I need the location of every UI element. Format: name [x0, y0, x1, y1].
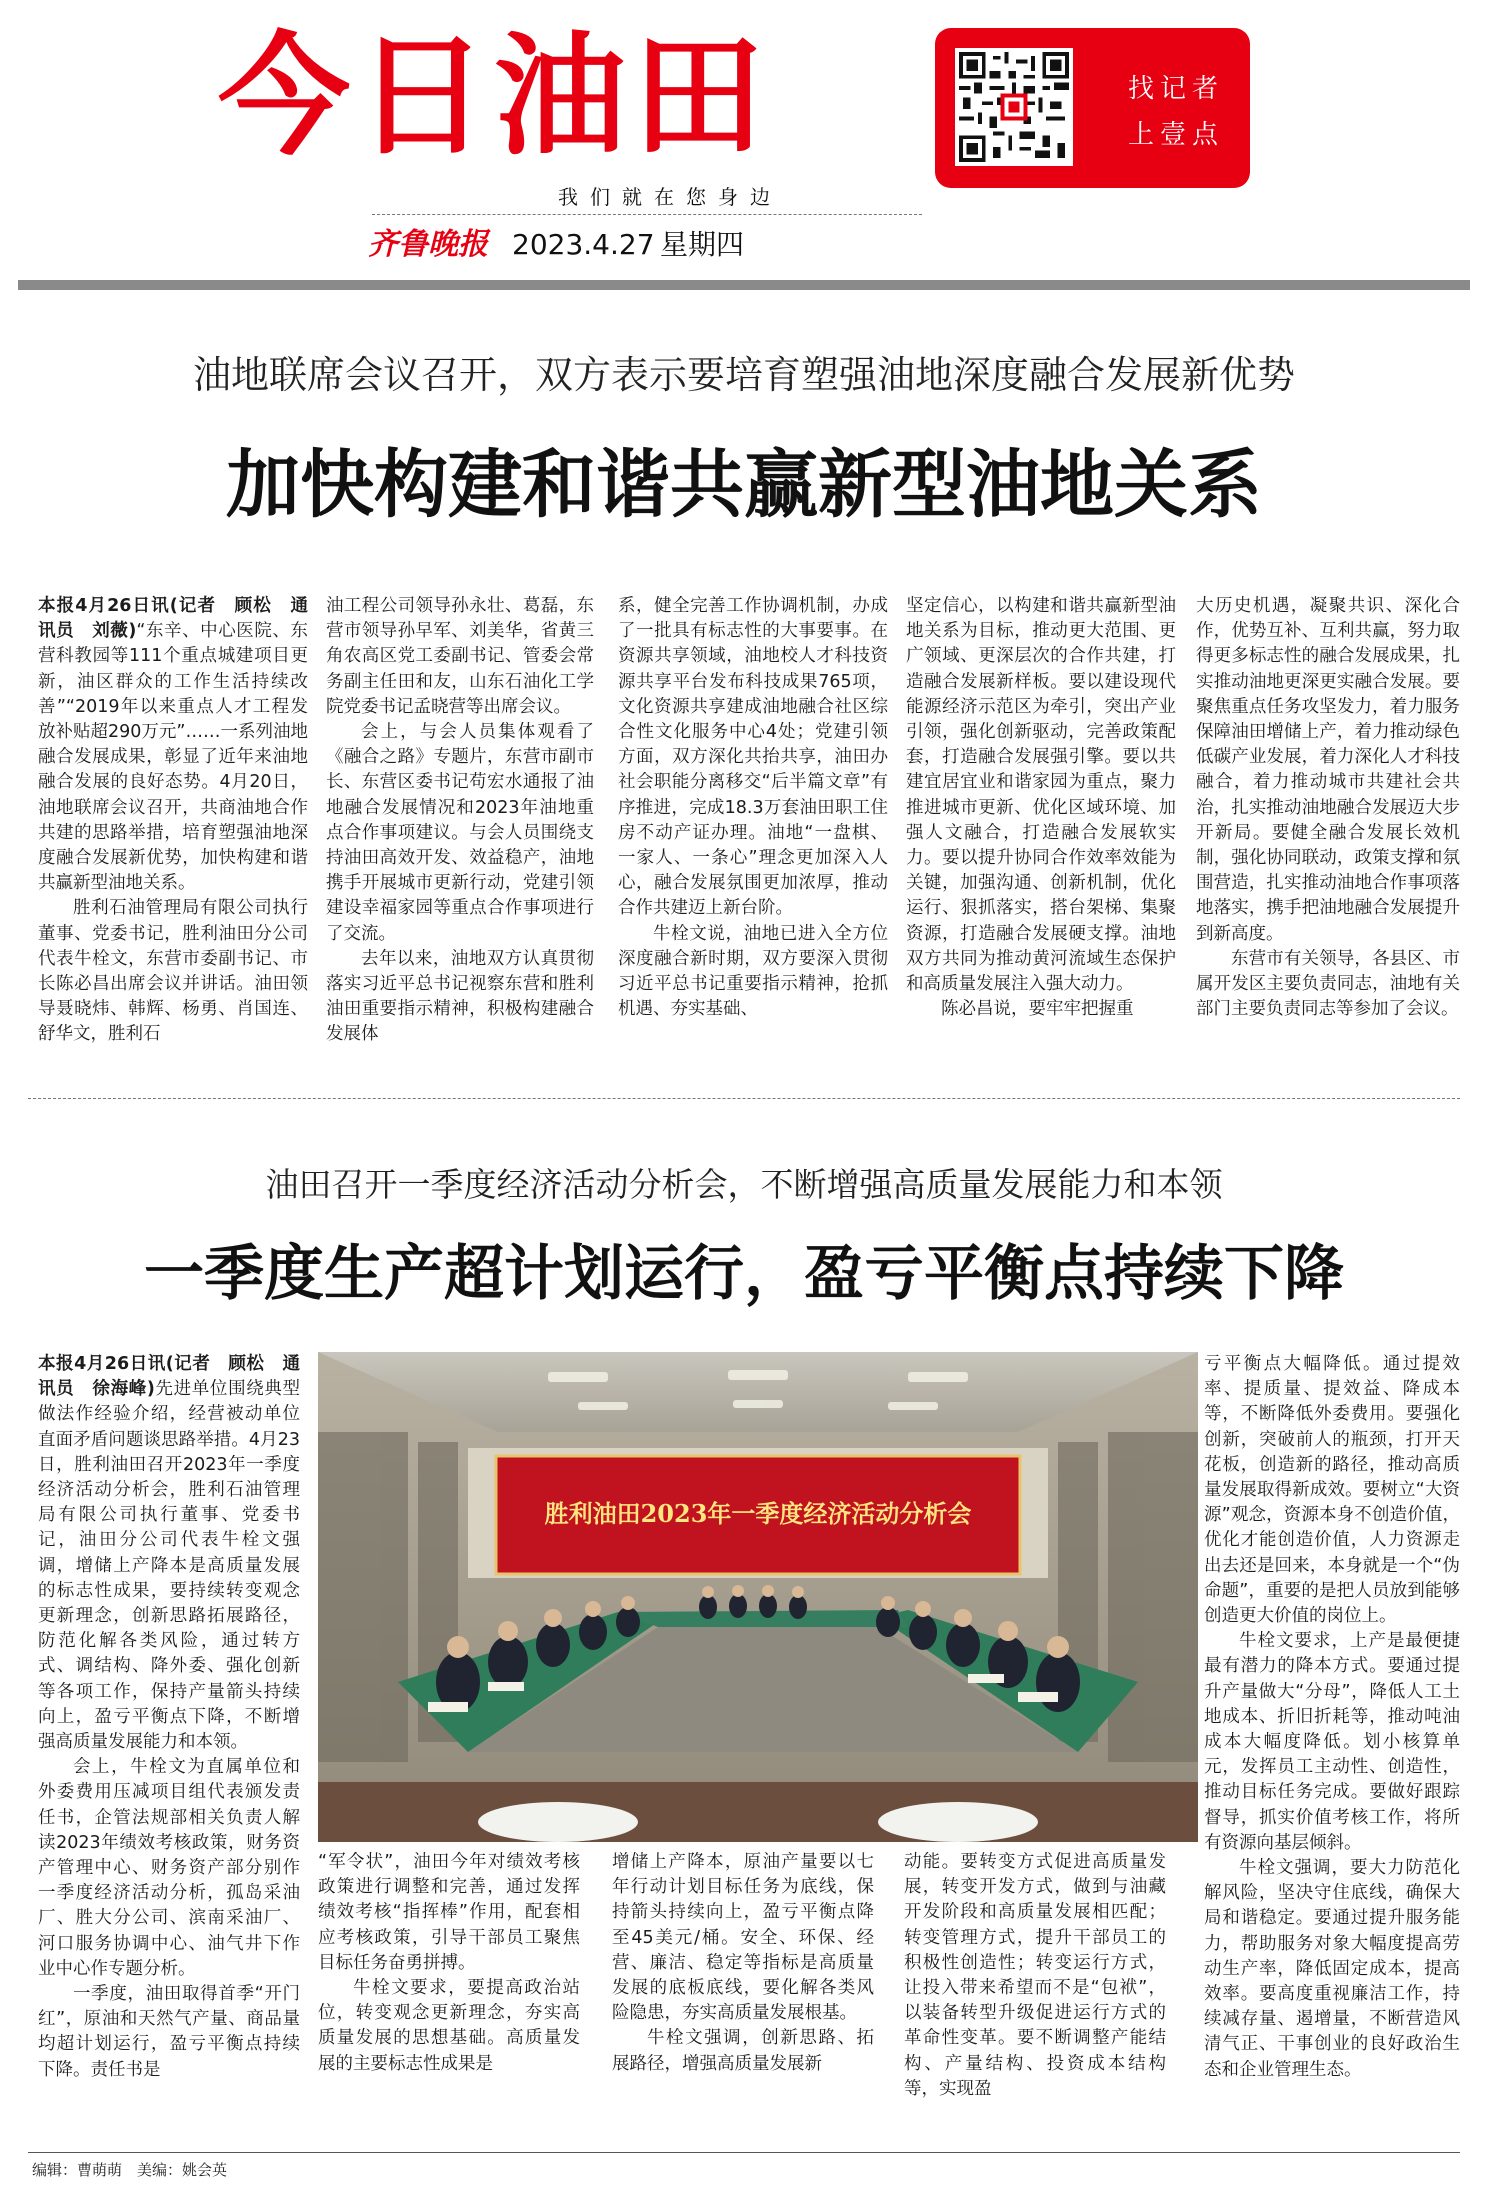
editor-credit: 编辑：曹萌萌 美编：姚会英 [32, 2161, 228, 2179]
article1-col4-para2: 陈必昌说，要牢牢把握重 [941, 999, 1134, 1020]
qr-caption-line1: 找记者 [1128, 74, 1225, 104]
article1-headline: 加快构建和谐共赢新型油地关系 [226, 442, 1262, 528]
masthead-slogan: 我们就在您身边 [558, 185, 782, 209]
article1-col5-para2: 东营市有关领导，各县区、市属开发区主要负责同志，油地有关部门主要负责同志等参加了会议。 [1196, 948, 1460, 1020]
issue-weekday: 星期四 [660, 228, 745, 261]
article2-col5-para2: 牛栓文要求，上产是最便捷最有潜力的降本方式。要通过提升产量做大“分母”，降低人工土地成本、折旧折耗等，推动吨油成本大幅度降低。划小核算单元，发挥员工主动性、创造性，推动目标任务完成。要做好跟踪督导，抓实价值考核工作，将所有资源向基层倾斜。 [1204, 1631, 1460, 1853]
article2-col2-para2: 牛栓文要求，要提高政治站位，转变观念更新理念，夯实高质量发展的思想基础。高质量发展的主要标志性成果是 [318, 1978, 580, 2074]
article1-col4-para1: 坚定信心，以构建和谐共赢新型油地关系为目标，推动更大范围、更广领域、更深层次的合作共建，打造融合发展新样板。要以建设现代能源经济示范区为牵引，突出产业引领，强化创新驱动，完善政策配套，打造融合发展强引擎。要以共建宜居宜业和谐家园为重点，聚力推进城市更新、优化区域环境、加强人文融合，打造融合发展软实力。要以提升协同合作效率效能为关键，加强沟通、创新机制，优化运行、狠抓落实，搭台架梯、集聚资源，打造融合发展硬支撑。油地双方共同为推动黄河流域生态保护和高质量发展注入强大动力。 [906, 596, 1176, 995]
article2-col5-para1: 亏平衡点大幅降低。通过提效率、提质量、提效益、降成本等，不断降低外委费用。要强化创新，突破前人的瓶颈，打开天花板，创造新的路径，推动高质量发展取得新成效。要树立“大资源”观念，资源本身不创造价值，优化才能创造价值，人力资源走出去还是回来，本身就是一个“伪命题”，重要的是把人员放到能够创造更大价值的岗位上。 [1204, 1354, 1460, 1627]
article2-col5-para3: 牛栓文强调，要大力防范化解风险，坚决守住底线，确保大局和谐稳定。要通过提升服务能力，帮助服务对象大幅度提高劳动生产率，降低固定成本，提高效率。要高度重视廉洁工作，持续减存量、遏增量，不断营造风清气正、干事创业的良好政治生态和企业管理生态。 [1204, 1858, 1460, 2080]
article2-dateline: 本报4月26日讯(记者 顾松 通讯员 徐海峰) [38, 1354, 300, 1400]
article1-col2-para1: 油工程公司领导孙永壮、葛磊，东营市领导孙早军、刘美华，省黄三角农高区党工委副书记、管委会常务副主任田和友，山东石油化工学院党委书记孟晓营等出席会议。 [326, 596, 594, 717]
article1-column-5 [1196, 594, 1460, 1064]
masthead-title: 今日油田 [218, 20, 770, 174]
article2-col1-para3: 一季度，油田取得首季“开门红”，原油和天然气产量、商品量均超计划运行，盈亏平衡点持续下降。责任书是 [38, 1984, 300, 2080]
article1-col1-para1: “东辛、中心医院、东营科教园等111个重点城建项目更新，油区群众的工作生活持续改善”“2019年以来重点人才工程发放补贴超290万元”……一系列油地融合发展成果，彰显了近年来油地融合发展的良好态势。4月20日，油地联席会议召开，共商油地合作共建的思路举措，培育塑强油地深度融合发展新优势，加快构建和谐共赢新型油地关系。 [38, 621, 308, 894]
brand-logo: 齐鲁晚报 [368, 227, 488, 262]
article1-col1-para2: 胜利石油管理局有限公司执行董事、党委书记，胜利油田分公司代表牛栓文，东营市委副书记、市长陈必昌出席会议并讲话。油田领导聂晓炜、韩辉、杨勇、肖国连、舒华文，胜利石 [38, 898, 308, 1045]
article1-column-1 [38, 594, 308, 1064]
article2-column-3 [612, 1850, 874, 2142]
article2-col3-para2: 牛栓文强调，创新思路、拓展路径，增强高质量发展新 [612, 2028, 874, 2074]
article1-subheadline: 油地联席会议召开，双方表示要培育塑强油地深度融合发展新优势 [192, 353, 1295, 397]
article2-column-4 [904, 1850, 1166, 2142]
meeting-photo [318, 1352, 1198, 1842]
article2-col2-para1: “军令状”，油田今年对绩效考核政策进行调整和完善，通过发挥绩效考核“指挥棒”作用，配套相应考核政策，引导干部员工聚焦目标任务奋勇拼搏。 [318, 1852, 580, 1973]
article2-col4-para1: 动能。要转变方式促进高质量发展，转变开发方式，做到与油藏开发阶段和高质量发展相匹配；转变管理方式，提升干部员工的积极性创造性；转变运行方式，让投入带来希望而不是“包袱”，以装备转型升级促进运行方式的革命性变革。要不断调整产能结构、产量结构、投资成本结构等，实现盈 [904, 1852, 1166, 2099]
qr-code-icon[interactable] [955, 48, 1073, 166]
article2-column-1 [38, 1352, 300, 2142]
photo-banner-text: 胜利油田2023年一季度经济活动分析会 [544, 1499, 972, 1528]
qr-caption-line2: 上壹点 [1128, 120, 1225, 150]
article1-col2-para3: 去年以来，油地双方认真贯彻落实习近平总书记视察东营和胜利油田重要指示精神，积极构建融合发展体 [326, 948, 594, 1045]
article1-col5-para1: 大历史机遇，凝聚共识、深化合作，优势互补、互利共赢，努力取得更多标志性的融合发展成果，扎实推动油地更深更实融合发展。要聚焦重点任务攻坚发力，着力服务保障油田增储上产，着力推动绿色低碳产业发展，着力深化人才科技融合，着力推动城市共建社会共治，扎实推动油地融合发展迈大步开新局。要健全融合发展长效机制，强化协同联动，政策支撑和氛围营造，扎实推动油地合作事项落地落实，携手把油地融合发展提升到新高度。 [1196, 596, 1460, 944]
article1-column-3 [618, 594, 888, 1064]
article1-col3-para1: 系，健全完善工作协调机制，办成了一批具有标志性的大事要事。在资源共享领域，油地校人才科技资源共享平台发布科技成果765项，文化资源共享建成油地融合社区综合性文化服务中心4处；党建引领方面，双方深化共抬共享，油田办社会职能分离移交“后半篇文章”有序推进，完成18.3万套油田职工住房不动产证办理。油地“一盘棋、一家人、一条心”理念更加深入人心，融合发展氛围更加浓厚，推动合作共建迈上新台阶。 [618, 596, 888, 919]
article1-column-4 [906, 594, 1176, 1064]
article1-col3-para2: 牛栓文说，油地已进入全方位深度融合新时期，双方要深入贯彻习近平总书记重要指示精神，抢抓机遇、夯实基础、 [618, 923, 888, 1020]
masthead-divider [18, 280, 1470, 290]
article2-subheadline: 油田召开一季度经济活动分析会，不断增强高质量发展能力和本领 [265, 1165, 1223, 1204]
slogan-rule [372, 214, 922, 215]
article1-column-2 [326, 594, 594, 1064]
article2-col1-para2: 会上，牛栓文为直属单位和外委费用压减项目组代表颁发责任书，企管法规部相关负责人解读2023年绩效考核政策，财务资产管理中心、财务资产部分别作一季度经济活动分析，孤岛采油厂、胜大分公司、滨南采油厂、河口服务协调中心、油气井下作业中心作专题分析。 [38, 1757, 300, 1979]
article1-dateline: 本报4月26日讯(记者 顾松 通讯员 刘薇) [38, 596, 308, 642]
article2-column-5 [1204, 1352, 1460, 2142]
article2-column-2 [318, 1850, 580, 2142]
article-separator [28, 1098, 1460, 1099]
article1-col2-para2: 会上，与会人员集体观看了《融合之路》专题片，东营市副市长、东营区委书记苟宏水通报了油地融合发展情况和2023年油地重点合作事项建议。与会人员围绕支持油田高效开发、效益稳产，油地携手开展城市更新行动，党建引领建设幸福家园等重点合作事项进行了交流。 [326, 722, 594, 944]
article2-col1-para1: 先进单位围绕典型做法作经验介绍，经营被动单位直面矛盾问题谈思路举措。4月23日，胜利油田召开2023年一季度经济活动分析会，胜利石油管理局有限公司执行董事、党委书记，油田分公司代表牛栓文强调，增储上产降本是高质量发展的标志性成果，要持续转变观念更新理念，创新思路拓展路径，防范化解各类风险，通过转方式、调结构、降外委、强化创新等各项工作，保持产量箭头持续向上，盈亏平衡点下降，不断增强高质量发展能力和本领。 [38, 1379, 300, 1753]
issue-date: 2023.4.27 [512, 228, 655, 261]
article2-col3-para1: 增储上产降本，原油产量要以七年行动计划目标任务为底线，保持箭头持续向上，盈亏平衡点降至45美元/桶。安全、环保、经营、廉洁、稳定等指标是高质量发展的底板底线，要化解各类风险隐患，夯实高质量发展根基。 [612, 1852, 874, 2024]
footer-rule [28, 2152, 1460, 2153]
article2-headline: 一季度生产超计划运行，盈亏平衡点持续下降 [144, 1239, 1344, 1309]
